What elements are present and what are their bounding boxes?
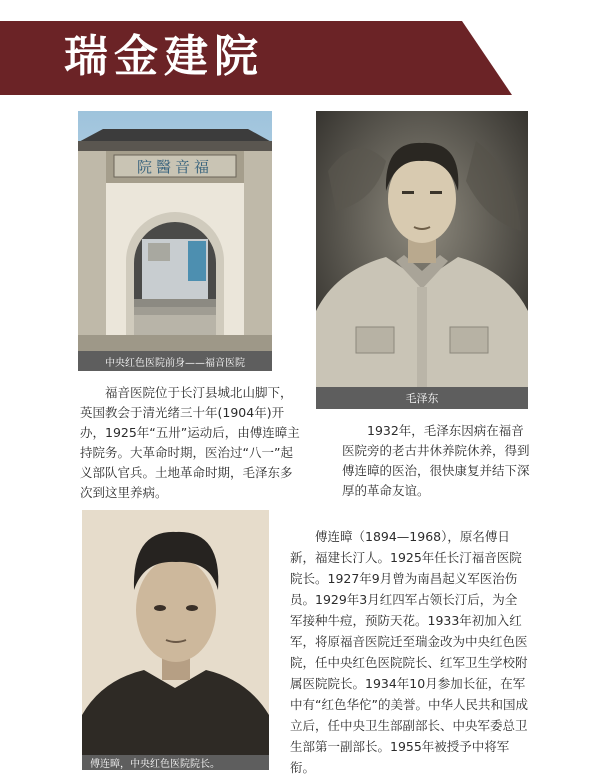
hospital-photo-caption: 中央红色医院前身——福音医院 (78, 351, 272, 371)
fu-lianzhang-portrait-photo (82, 510, 269, 755)
page-title: 瑞金建院 (64, 31, 264, 82)
fu-photo-caption: 傅连暲，中央红色医院院长。 (82, 755, 269, 770)
hospital-history-paragraph: 福音医院位于长汀县城北山脚下，英国教会于清光绪三十年(1904年)开办，1925年“五卅”运动后，由傅连暲主持院务。大革命时期，医治过“八一”起义部队官兵。土地革命时期，毛泽东多次到这里养病。 (80, 385, 300, 500)
hospital-photo (78, 111, 272, 351)
fu-biography-paragraph: 傅连暲（1894—1968），原名傅日新，福建长汀人。1925年任长汀福音医院院长。1927年9月曾为南昌起义军医治伤员。1929年3月红四军占领长汀后，为全军接种牛痘，预防天花。1933年初加入红军，将原福音医院迁至瑞金改为中央红色医院，任中央红色医院院长、红军卫生学校附属医院院长。1934年10月参加长征，在军中有“红色华佗”的美誉。中华人民共和国成立后，任中央卫生部副部长、中央军委总卫生部第一副部长。1955年被授予中将军衔。 (290, 529, 528, 775)
hospital-sign-text: 院醫音福 (136, 158, 214, 176)
mao-story-paragraph: 1932年，毛泽东因病在福音医院旁的老古井休养院休养，得到傅连暲的医治，很快康复并结下深厚的革命友谊。 (342, 423, 530, 498)
mao-portrait-photo (316, 111, 528, 387)
mao-photo-caption: 毛泽东 (316, 387, 528, 409)
